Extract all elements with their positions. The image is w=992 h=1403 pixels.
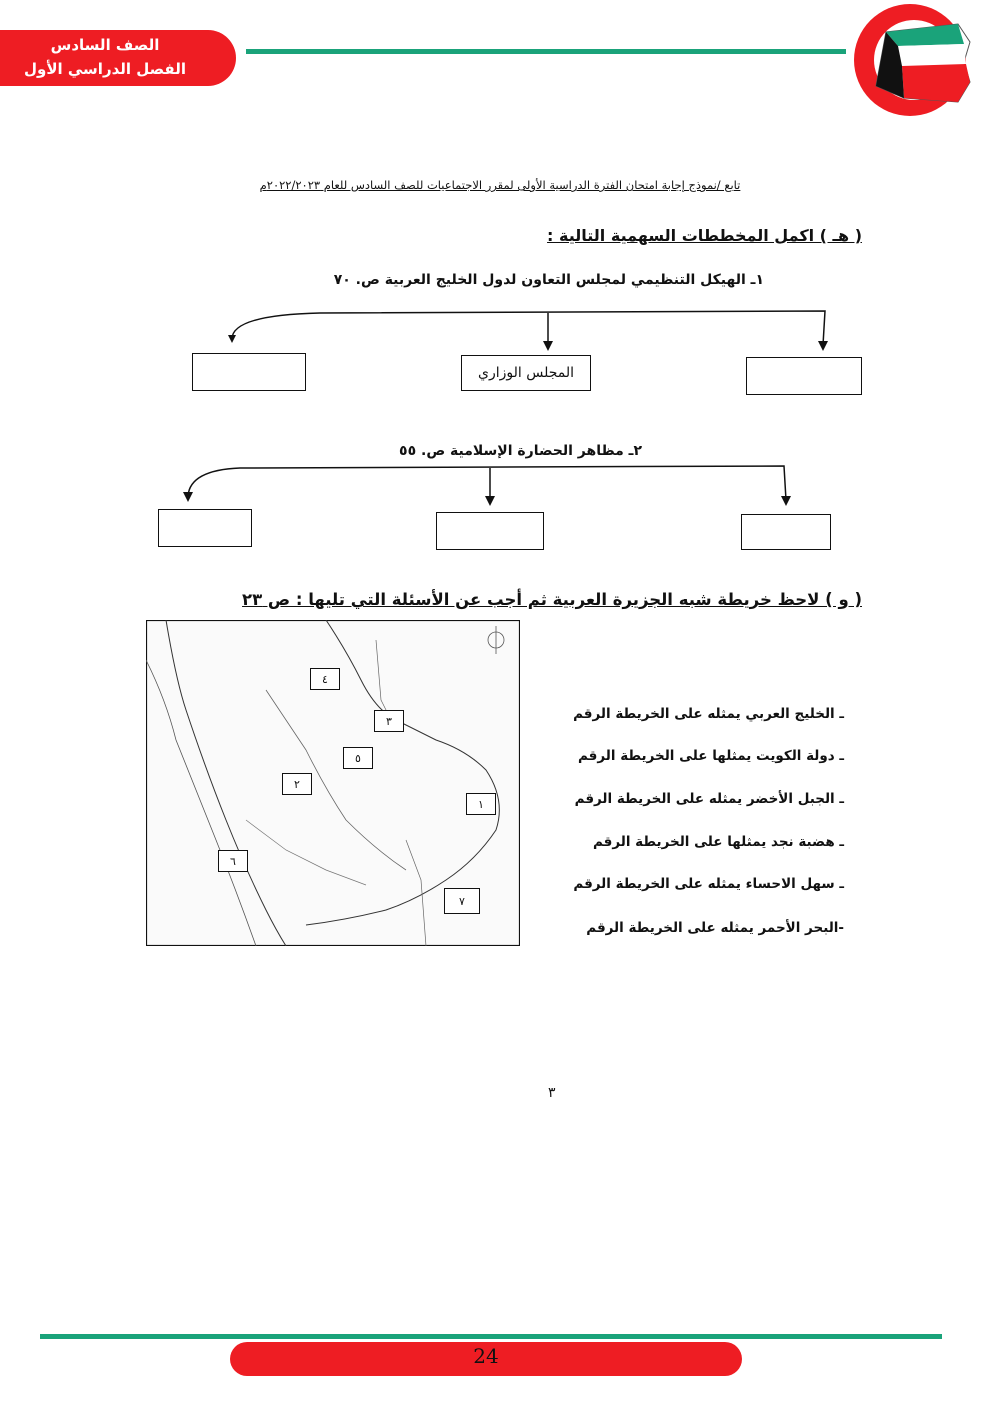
kuwait-map-logo-icon [846,2,980,120]
diagram2-box-right [741,514,831,550]
map-label-2: ٢ [282,773,312,795]
diagram1-title: ١ـ الهيكل التنظيمي لمجلس التعاون لدول الخليج العربية ص. ٧٠ [333,272,764,288]
map-label-7: ٧ [444,888,480,914]
section-h-heading: ( هـ ) اكمل المخططات السهمية التالية : [547,226,862,245]
question-1: ـ الخليج العربي يمثله على الخريطة الرقم [573,706,844,722]
diagram1-box-middle: المجلس الوزاري [461,355,591,391]
map-label-3: ٣ [374,710,404,732]
arabian-peninsula-map [146,620,520,946]
section-f-heading: ( و ) لاحظ خريطة شبه الجزيرة العربية ثم أجب عن الأسئلة التي تليها : ص ٢٣ [242,590,862,609]
map-label-4: ٤ [310,668,340,690]
question-4: ـ هضبة نجد يمثلها على الخريطة الرقم [592,834,844,850]
map-label-1: ١ [466,793,496,815]
diagram1-box-left [192,353,306,391]
grade-label: الصف السادس [50,36,160,54]
question-6: -البحر الأحمر يمثله على الخريطة الرقم [586,920,844,936]
question-3: ـ الجبل الأخضر يمثله على الخريطة الرقم [574,791,844,807]
term-label: الفصل الدراسي الأول [24,60,186,78]
document-subtitle: تابع /نموذج إجابة امتحان الفترة الدراسية الأولى لمقرر الاجتماعيات للصف السادس للعام ٢٠٢٢/٢٠٢٣م [259,178,741,192]
bottom-divider [40,1334,942,1339]
diagram1-box-right [746,357,862,395]
diagram2-box-middle [436,512,544,550]
question-2: ـ دولة الكويت يمثلها على الخريطة الرقم [577,748,844,764]
inner-page-number: ٣ [548,1085,556,1101]
diagram2-title: ٢ـ مظاهر الحضارة الإسلامية ص. ٥٥ [399,443,642,459]
diagram2-arrows [180,460,800,516]
diagram2-box-left [158,509,252,547]
page-number: 24 [473,1344,499,1368]
map-label-6: ٦ [218,850,248,872]
header-badge [0,30,236,86]
question-5: ـ سهل الاحساء يمثله على الخريطة الرقم [573,876,844,892]
top-divider [246,49,846,54]
map-label-5: ٥ [343,747,373,769]
